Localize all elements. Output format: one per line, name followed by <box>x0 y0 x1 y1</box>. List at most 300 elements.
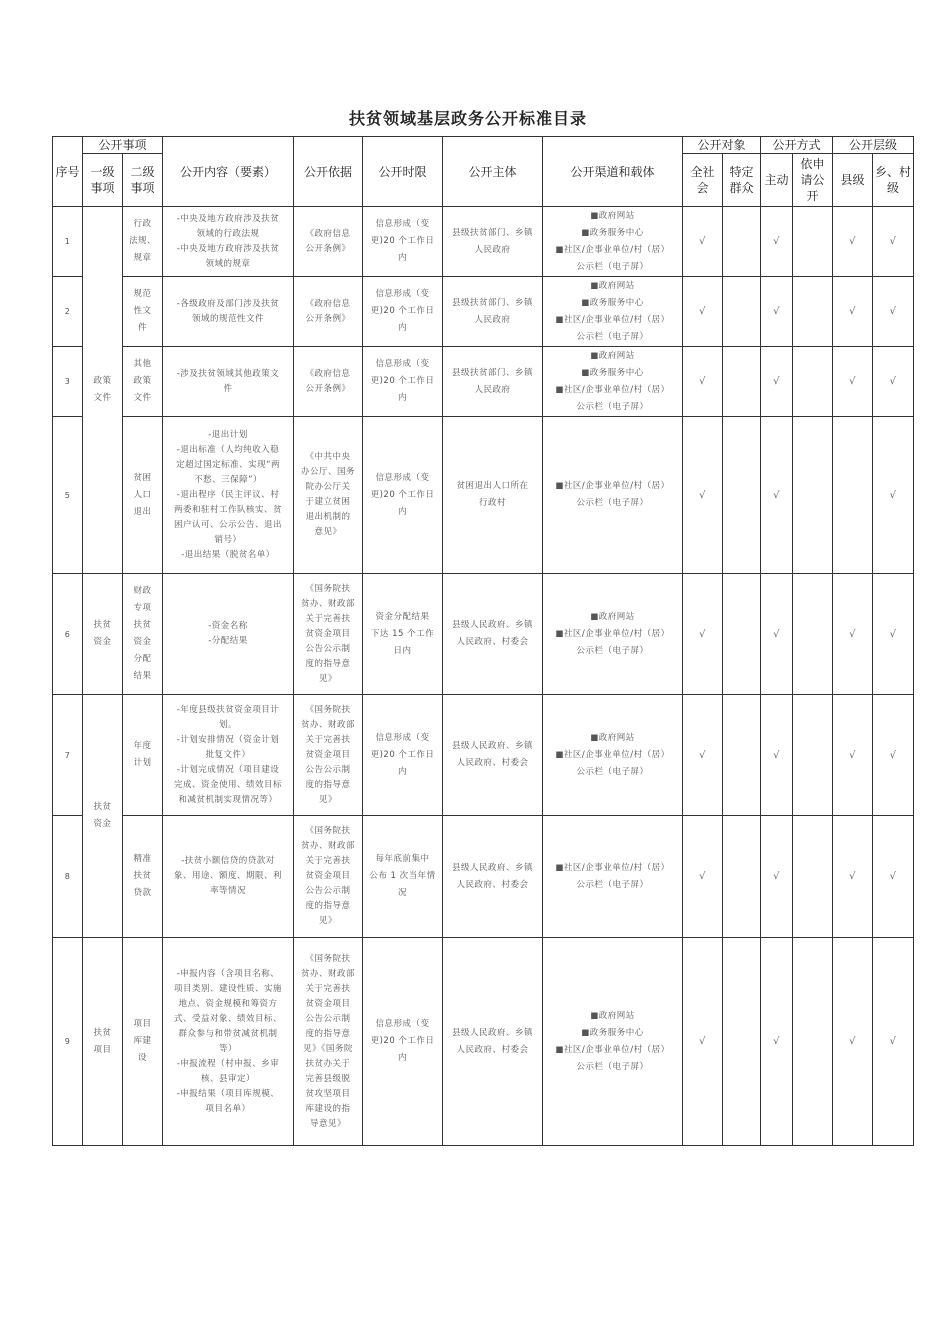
basis-cell-line: 扶贫办关于 <box>305 1058 351 1069</box>
subject-cell-line: 人民政府 <box>474 244 511 255</box>
method-request-cell <box>793 695 833 816</box>
target-specific-cell <box>723 277 761 347</box>
content-cell-line: -退出标准（人均纯收入稳 <box>176 444 280 455</box>
subject-cell-line: 县级扶贫部门、乡镇 <box>452 297 534 308</box>
content-cell <box>163 207 294 277</box>
level2-cell <box>123 816 163 938</box>
header-method-request: 依申请公开 <box>793 154 833 207</box>
basis-cell-line: 贫资金项目 <box>305 628 351 639</box>
check-mark: √ <box>773 306 780 317</box>
content-cell-line: 件 <box>223 383 233 394</box>
level1-cell-line: 资金 <box>93 637 112 647</box>
content-cell-line: -分配结果 <box>208 636 248 646</box>
subject-cell <box>443 347 543 417</box>
level2-cell-line: 退出 <box>133 506 152 517</box>
content-cell-line: -中央及地方政府涉及扶贫 <box>176 213 280 224</box>
content-cell-line: 领域的规范性文件 <box>192 313 265 324</box>
level-county-cell <box>833 574 873 695</box>
basis-cell <box>294 277 363 347</box>
channel-cell-line: ■政府网站 <box>590 280 635 291</box>
header-channel: 公开渠道和载体 <box>543 137 683 207</box>
content-cell-line: -中央及地方政府涉及扶贫 <box>176 243 280 254</box>
channel-cell-line: ■社区/企事业单位/村（居） <box>555 384 670 395</box>
row-seq-line: 3 <box>64 377 71 386</box>
level2-cell-line: 件 <box>138 323 148 333</box>
level-county-cell <box>833 277 873 347</box>
check-mark: √ <box>699 871 706 882</box>
check-mark: √ <box>889 1036 897 1047</box>
channel-cell-line: ■社区/企事业单位/村（居） <box>555 749 670 760</box>
level-town-cell <box>873 574 914 695</box>
method-active-cell <box>761 695 793 816</box>
level2-cell-line: 规范 <box>133 289 152 299</box>
level2-cell-line: 人口 <box>133 489 152 500</box>
check-mark: √ <box>773 1036 780 1047</box>
level-county-cell <box>833 417 873 574</box>
row-seq <box>53 816 83 938</box>
method-request-cell <box>793 938 833 1146</box>
basis-cell-line: 公告公示制 <box>305 764 351 775</box>
time-limit-cell <box>363 695 443 816</box>
target-specific-cell <box>723 207 761 277</box>
check-mark: √ <box>849 376 856 387</box>
basis-cell-line: 《国务院扶 <box>305 953 351 964</box>
table-row <box>53 347 914 417</box>
target-all-cell <box>683 347 723 417</box>
row-seq-line: 1 <box>64 237 71 246</box>
check-mark: √ <box>889 236 897 247</box>
basis-cell-line: 关于完善扶 <box>305 734 351 745</box>
time-limit-cell <box>363 277 443 347</box>
basis-cell <box>294 207 363 277</box>
target-specific-cell <box>723 347 761 417</box>
subject-cell <box>443 938 543 1146</box>
header-target: 公开对象 <box>683 137 761 154</box>
content-cell <box>163 816 294 938</box>
channel-cell <box>543 816 683 938</box>
level2-cell-line: 法规、 <box>129 236 157 246</box>
subject-cell-line: 县级人民政府、乡镇 <box>452 741 534 751</box>
time-limit-cell-line: 信息形成（变 <box>375 219 430 229</box>
method-request-cell <box>793 574 833 695</box>
time-limit-cell-line: 资金分配结果 <box>375 611 430 622</box>
row-seq <box>53 695 83 816</box>
channel-cell-line: ■社区/企事业单位/村（居） <box>555 628 670 639</box>
time-limit-cell-line: 更)20 个工作日 <box>370 236 435 246</box>
level-county-cell <box>833 207 873 277</box>
level2-cell-line: 年度 <box>133 741 152 751</box>
subject-cell-line: 人民政府 <box>474 384 511 395</box>
content-cell-line: -计划安排情况（资金计划 <box>176 734 280 745</box>
target-specific-cell <box>723 417 761 574</box>
level2-cell-line: 项目 <box>133 1019 152 1029</box>
channel-cell <box>543 417 683 574</box>
table-row <box>53 417 914 574</box>
basis-cell-line: 《国务院扶 <box>305 704 351 715</box>
content-cell-line: 困户认可、公示公告、退出 <box>174 519 283 530</box>
channel-cell-line: ■社区/企事业单位/村（居） <box>555 1044 670 1055</box>
channel-cell <box>543 695 683 816</box>
level2-cell <box>123 574 163 695</box>
table-row <box>53 207 914 277</box>
subject-cell-line: 县级人民政府、乡镇 <box>452 862 534 873</box>
content-cell-line: -年度县级扶贫资金项目计 <box>176 704 280 715</box>
level1-cell-line: 扶贫 <box>93 1027 112 1038</box>
level-town-cell <box>873 417 914 574</box>
level-town-cell <box>873 347 914 417</box>
basis-cell-line: 《政府信息 <box>305 298 351 309</box>
level2-cell-line: 结果 <box>133 671 152 681</box>
check-mark: √ <box>849 1036 856 1047</box>
content-cell-line: -退出计划 <box>208 429 248 440</box>
content-cell <box>163 417 294 574</box>
time-limit-cell-line: 更)20 个工作日 <box>370 489 435 500</box>
time-limit-cell-line: 况 <box>398 888 408 898</box>
channel-cell-line: ■政务服务中心 <box>581 297 644 308</box>
content-cell-line: 象、用途、额度、期限、利 <box>174 871 283 881</box>
level2-cell-line: 贷款 <box>133 888 152 898</box>
basis-cell-line: 贫资金项目 <box>305 749 351 760</box>
channel-cell <box>543 347 683 417</box>
table-row <box>53 938 914 1146</box>
content-cell-line: 领域的规章 <box>205 258 251 269</box>
subject-cell <box>443 277 543 347</box>
content-cell-line: -扶贫小额信贷的贷款对 <box>181 856 275 866</box>
level1-cell <box>83 938 123 1146</box>
basis-cell-line: 见》 <box>319 673 338 684</box>
channel-cell-line: 公示栏（电子屏） <box>576 331 649 342</box>
content-cell <box>163 695 294 816</box>
level2-cell <box>123 347 163 417</box>
method-active-cell <box>761 574 793 695</box>
subject-cell-line: 人民政府、村委会 <box>456 637 529 647</box>
check-mark: √ <box>699 236 706 247</box>
basis-cell <box>294 417 363 574</box>
basis-cell-line: 公开条例》 <box>305 383 351 394</box>
time-limit-cell-line: 信息形成（变 <box>375 289 430 299</box>
basis-cell-line: 《政府信息 <box>305 368 351 379</box>
time-limit-cell-line: 信息形成（变 <box>375 732 430 743</box>
subject-cell <box>443 574 543 695</box>
level2-cell-line: 专项 <box>133 603 152 613</box>
channel-cell <box>543 207 683 277</box>
target-specific-cell <box>723 938 761 1146</box>
level-county-cell <box>833 695 873 816</box>
page-title: 扶贫领域基层政务公开标准目录 <box>348 109 587 128</box>
header-level-town: 乡、村级 <box>873 154 914 207</box>
basis-cell-line: 度的指导意 <box>305 779 351 790</box>
check-mark: √ <box>699 376 706 387</box>
content-cell-line: 核、县审定） <box>201 1073 256 1084</box>
basis-cell <box>294 695 363 816</box>
basis-cell <box>294 574 363 695</box>
level-county-cell <box>833 347 873 417</box>
content-cell-line: -涉及扶贫领域其他政策文 <box>176 368 280 379</box>
time-limit-cell-line: 内 <box>398 766 408 777</box>
header-target-all: 全社会 <box>683 154 723 207</box>
basis-cell-line: 公告公示制 <box>305 643 351 654</box>
time-limit-cell <box>363 938 443 1146</box>
content-cell-line: 完成、资金使用、绩效目标 <box>174 779 283 790</box>
time-limit-cell <box>363 417 443 574</box>
subject-cell <box>443 207 543 277</box>
table-row <box>53 574 914 695</box>
row-seq <box>53 417 83 574</box>
basis-cell-line: 关于完善扶 <box>305 983 351 994</box>
row-seq <box>53 574 83 695</box>
content-cell-line: 两委和驻村工作队核实、贫 <box>174 504 283 515</box>
time-limit-cell-line: 更)20 个工作日 <box>370 376 435 386</box>
channel-cell-line: ■政府网站 <box>590 350 635 361</box>
time-limit-cell-line: 内 <box>398 506 408 517</box>
level2-cell-line: 扶贫 <box>133 871 152 881</box>
target-specific-cell <box>723 574 761 695</box>
time-limit-cell-line: 信息形成（变 <box>375 472 430 483</box>
target-all-cell <box>683 417 723 574</box>
basis-cell-line: 完善县级脱 <box>305 1073 351 1084</box>
header-target-specific: 特定群众 <box>723 154 761 207</box>
channel-cell-line: ■政务服务中心 <box>581 227 644 238</box>
time-limit-cell <box>363 347 443 417</box>
method-request-cell <box>793 207 833 277</box>
check-mark: √ <box>699 489 706 501</box>
subject-cell-line: 人民政府、村委会 <box>456 1044 529 1055</box>
basis-cell-line: 院办公厅关 <box>305 482 351 492</box>
basis-cell-line: 关于完善扶 <box>305 613 351 624</box>
method-active-cell <box>761 938 793 1146</box>
method-active-cell <box>761 277 793 347</box>
content-cell-line: 项目名单） <box>205 1103 251 1114</box>
level1-cell <box>83 574 123 695</box>
time-limit-cell-line: 内 <box>398 323 408 333</box>
subject-cell-line: 县级扶贫部门、乡镇 <box>452 367 534 378</box>
basis-cell-line: 贫办、财政部 <box>301 719 356 730</box>
content-cell-line: -资金名称 <box>208 621 248 631</box>
row-seq-line: 2 <box>64 307 71 316</box>
basis-cell-line: 库建设的指 <box>305 1103 351 1114</box>
method-request-cell <box>793 277 833 347</box>
content-cell-line: 批复文件） <box>205 749 251 760</box>
level-town-cell <box>873 938 914 1146</box>
time-limit-cell-line: 更)20 个工作日 <box>370 1036 435 1046</box>
time-limit-cell-line: 日内 <box>393 645 412 656</box>
level2-cell-line: 计划 <box>133 758 152 768</box>
content-cell-line: -计划完成情况（项目建设 <box>176 764 280 775</box>
header-time-limit: 公开时限 <box>363 137 443 207</box>
basis-cell-line: 公告公示制 <box>305 1013 351 1024</box>
basis-cell-line: 意见》 <box>314 527 342 537</box>
basis-cell-line: 见》 <box>319 916 338 926</box>
check-mark: √ <box>889 376 897 387</box>
basis-cell-line: 《国务院扶 <box>305 583 351 594</box>
check-mark: √ <box>889 749 897 761</box>
row-seq-line: 7 <box>64 750 71 760</box>
row-seq-line: 6 <box>64 629 71 639</box>
check-mark: √ <box>699 749 706 761</box>
channel-cell-line: ■政府网站 <box>590 732 635 743</box>
check-mark: √ <box>849 871 856 882</box>
level-town-cell <box>873 207 914 277</box>
time-limit-cell-line: 每年底前集中 <box>375 854 430 864</box>
level2-cell-line: 贫困 <box>133 472 152 483</box>
row-seq <box>53 277 83 347</box>
subject-cell <box>443 695 543 816</box>
content-cell-line: -退出程序（民主评议、村 <box>176 489 280 500</box>
target-all-cell <box>683 207 723 277</box>
row-seq-line: 8 <box>64 872 71 881</box>
level2-cell-line: 精准 <box>133 854 152 864</box>
header-public-items: 公开事项 <box>83 137 163 154</box>
subject-cell <box>443 417 543 574</box>
time-limit-cell <box>363 574 443 695</box>
basis-cell-line: 公开条例》 <box>305 313 351 324</box>
basis-cell-line: 贫办、财政部 <box>301 841 356 851</box>
level2-cell-line: 政策 <box>133 376 152 386</box>
subject-cell-line: 贫困退出人口所在 <box>456 481 529 491</box>
level1-cell-line: 项目 <box>93 1044 112 1055</box>
basis-cell-line: 退出机制的 <box>305 512 351 522</box>
content-cell-line: 不愁、三保障”） <box>194 474 262 485</box>
level2-cell-line: 文件 <box>133 393 152 403</box>
channel-cell-line: ■政务服务中心 <box>581 1027 644 1038</box>
basis-cell-line: 度的指导意 <box>305 658 351 669</box>
content-cell-line: 销号） <box>214 534 242 545</box>
time-limit-cell <box>363 816 443 938</box>
header-content: 公开内容（要素） <box>163 137 294 207</box>
header-level-county: 县级 <box>833 154 873 207</box>
content-cell-line: 划。 <box>219 719 238 730</box>
level2-cell <box>123 277 163 347</box>
header-subject: 公开主体 <box>443 137 543 207</box>
level2-cell <box>123 695 163 816</box>
basis-cell-line: 办公厅、国务 <box>301 467 356 477</box>
subject-cell-line: 行政村 <box>479 498 507 508</box>
channel-cell <box>543 938 683 1146</box>
content-cell-line: 领域的行政法规 <box>196 228 260 239</box>
basis-cell-line: 贫资金项目 <box>305 871 351 881</box>
channel-cell-line: ■社区/企事业单位/村（居） <box>555 862 670 873</box>
basis-cell-line: 见》 <box>319 794 338 805</box>
level2-cell-line: 行政 <box>133 219 152 229</box>
content-cell-line: 率等情况 <box>210 886 247 896</box>
subject-cell-line: 人民政府、村委会 <box>456 879 529 890</box>
row-seq-line: 5 <box>64 490 71 500</box>
check-mark: √ <box>773 236 780 247</box>
check-mark: √ <box>773 749 780 761</box>
basis-cell-line: 度的指导意 <box>305 901 351 911</box>
channel-cell-line: ■社区/企事业单位/村（居） <box>555 314 670 325</box>
time-limit-cell-line: 更)20 个工作日 <box>370 306 435 316</box>
channel-cell-line: ■政府网站 <box>590 1010 635 1021</box>
target-all-cell <box>683 695 723 816</box>
check-mark: √ <box>889 306 897 317</box>
level2-cell-line: 资金 <box>133 637 152 647</box>
basis-cell-line: 见》《国务院 <box>303 1043 353 1054</box>
channel-cell <box>543 574 683 695</box>
basis-cell-line: 贫办、财政部 <box>301 968 356 979</box>
check-mark: √ <box>889 628 897 640</box>
table-row <box>53 816 914 938</box>
basis-cell <box>294 816 363 938</box>
content-cell-line: 式、受益对象、绩效目标、 <box>174 1013 283 1024</box>
time-limit-cell-line: 公布 1 次当年情 <box>369 871 436 881</box>
row-seq <box>53 938 83 1146</box>
check-mark: √ <box>849 236 856 247</box>
channel-cell-line: ■政府网站 <box>590 210 635 221</box>
channel-cell-line: ■政府网站 <box>590 611 635 622</box>
level1-cell <box>83 207 123 574</box>
content-cell-line: 项目类别、建设性质、实施 <box>174 983 283 994</box>
content-cell-line: -申报流程（村申报、乡审 <box>176 1058 280 1069</box>
content-cell <box>163 574 294 695</box>
method-active-cell <box>761 816 793 938</box>
time-limit-cell-line: 信息形成（变 <box>375 1019 430 1029</box>
level2-cell-line: 性文 <box>133 306 152 316</box>
level1-cell-line: 扶贫 <box>93 620 112 630</box>
content-cell <box>163 347 294 417</box>
check-mark: √ <box>773 489 780 501</box>
level2-cell-line: 财政 <box>133 586 152 596</box>
table-row <box>53 277 914 347</box>
check-mark: √ <box>849 749 856 761</box>
channel-cell-line: 公示栏（电子屏） <box>576 645 649 656</box>
level2-cell-line: 分配 <box>133 654 152 664</box>
channel-cell <box>543 277 683 347</box>
table-row <box>53 695 914 816</box>
level1-cell-line: 政策 <box>93 376 112 386</box>
time-limit-cell-line: 信息形成（变 <box>375 359 430 369</box>
check-mark: √ <box>699 1036 706 1047</box>
level2-cell-line: 扶贫 <box>133 620 152 630</box>
level1-cell-line: 文件 <box>93 393 112 403</box>
level1-cell-line: 资金 <box>93 819 112 829</box>
subject-cell-line: 人民政府、村委会 <box>456 758 529 768</box>
level-town-cell <box>873 277 914 347</box>
disclosure-table <box>52 136 914 1146</box>
target-all-cell <box>683 574 723 695</box>
content-cell <box>163 277 294 347</box>
check-mark: √ <box>699 306 706 317</box>
target-specific-cell <box>723 816 761 938</box>
check-mark: √ <box>849 628 856 640</box>
level2-cell <box>123 417 163 574</box>
level2-cell <box>123 207 163 277</box>
level2-cell <box>123 938 163 1146</box>
basis-cell-line: 关于完善扶 <box>305 856 351 866</box>
row-seq <box>53 207 83 277</box>
basis-cell-line: 于建立贫困 <box>305 497 351 507</box>
method-active-cell <box>761 207 793 277</box>
target-all-cell <box>683 816 723 938</box>
check-mark: √ <box>773 376 780 387</box>
level2-cell-line: 其他 <box>133 359 152 369</box>
method-request-cell <box>793 816 833 938</box>
level1-cell <box>83 695 123 938</box>
channel-cell-line: ■社区/企事业单位/村（居） <box>555 481 670 491</box>
header-basis: 公开依据 <box>294 137 363 207</box>
subject-cell <box>443 816 543 938</box>
basis-cell-line: 《国务院扶 <box>305 826 351 836</box>
content-cell-line: -申报内容（含项目名称、 <box>176 968 280 979</box>
header-level2: 二级事项 <box>123 154 163 207</box>
basis-cell <box>294 347 363 417</box>
check-mark: √ <box>889 871 897 882</box>
level2-cell-line: 库建 <box>133 1036 152 1046</box>
method-request-cell <box>793 417 833 574</box>
subject-cell-line: 县级人民政府、乡镇 <box>452 1027 534 1038</box>
method-active-cell <box>761 347 793 417</box>
content-cell-line: -申报结果（项目库规模、 <box>176 1088 280 1099</box>
